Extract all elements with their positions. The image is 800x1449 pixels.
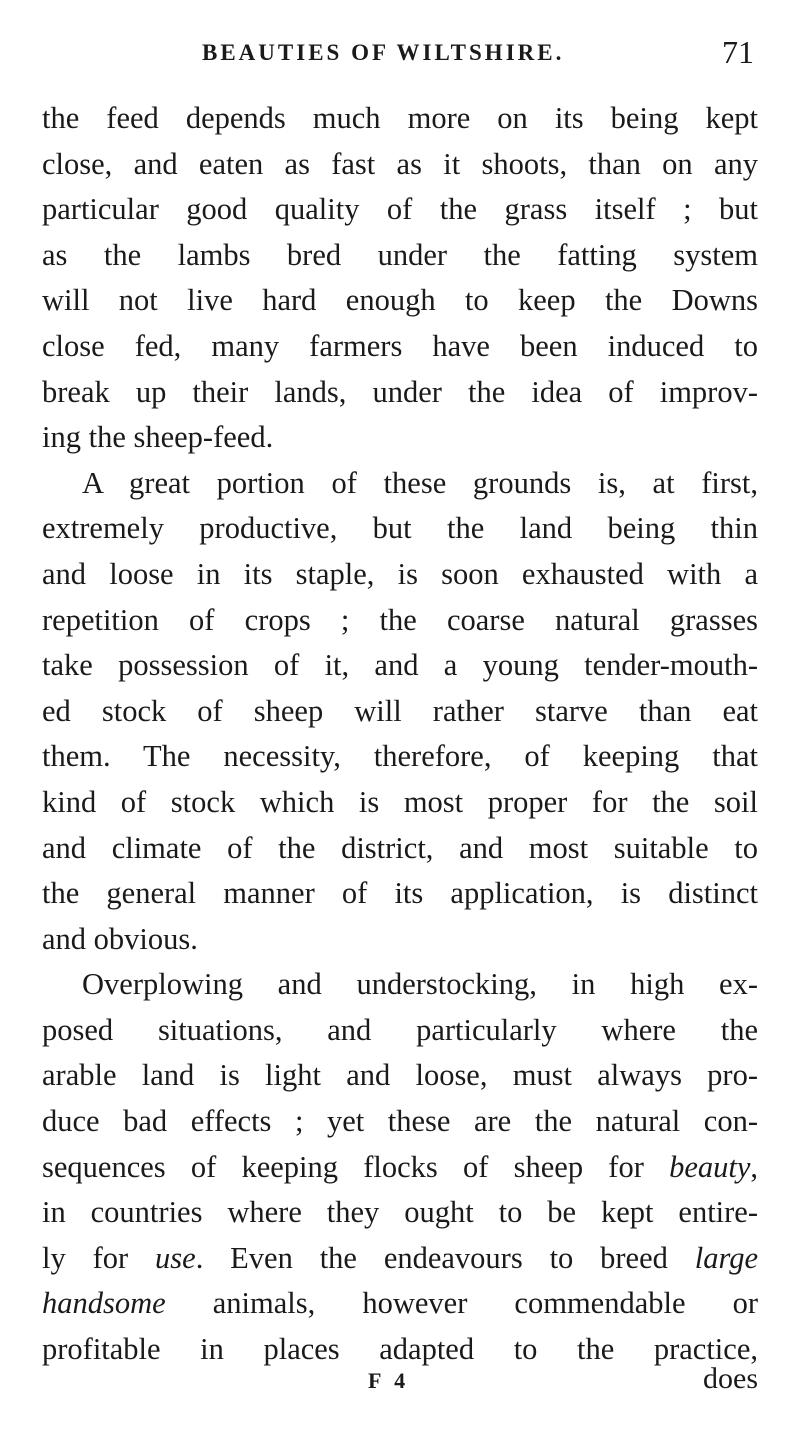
text-line: handsome animals, however commendable or	[42, 1286, 758, 1321]
text-line: particular good quality of the grass itself ; but	[42, 192, 758, 227]
page-footer	[42, 1362, 758, 1402]
text-line: close, and eaten as fast as it shoots, than on any	[42, 146, 758, 181]
text-line: extremely productive, but the land being thin	[42, 511, 758, 546]
text-line: close fed, many farmers have been induced to	[42, 328, 758, 363]
running-head	[42, 34, 758, 74]
signature-mark: F 4	[368, 1368, 410, 1393]
page-number: 71	[722, 34, 754, 70]
text-line: and loose in its staple, is soon exhausted with a	[42, 556, 758, 591]
text-line: break up their lands, under the idea of improv-	[42, 374, 758, 409]
text-line: posed situations, and particularly where the	[42, 1012, 758, 1047]
text-line: ing the sheep-feed.	[42, 420, 274, 455]
running-title: BEAUTIES OF WILTSHIRE.	[202, 40, 565, 65]
text-line: A great portion of these grounds is, at first,	[82, 465, 758, 500]
text-line: sequences of keeping flocks of sheep for beauty,	[42, 1149, 758, 1184]
catchword: does	[703, 1362, 758, 1395]
text-line: as the lambs bred under the fatting system	[42, 237, 758, 272]
text-line: ed stock of sheep will rather starve than eat	[42, 693, 758, 728]
text-line: Overplowing and understocking, in high ex-	[82, 967, 758, 1002]
text-line: the feed depends much more on its being kept	[42, 101, 758, 135]
body-text	[42, 96, 758, 1373]
text-line: repetition of crops ; the coarse natural grasses	[42, 602, 758, 637]
text-line: take possession of it, and a young tender-mouth-	[42, 648, 758, 683]
text-line: them. The necessity, therefore, of keeping that	[42, 739, 758, 774]
text-line: the general manner of its application, is distinct	[42, 876, 758, 911]
text-line: will not live hard enough to keep the Downs	[42, 283, 758, 318]
text-line: ly for use. Even the endeavours to breed large	[42, 1240, 758, 1275]
text-line: kind of stock which is most proper for the soil	[42, 784, 758, 819]
text-line: in countries where they ought to be kept entire-	[42, 1195, 758, 1230]
text-line: profitable in places adapted to the practice,	[42, 1332, 758, 1367]
book-page	[42, 0, 758, 1449]
text-line: arable land is light and loose, must always pro-	[42, 1058, 758, 1093]
text-line: and climate of the district, and most suitable to	[42, 830, 758, 865]
text-line: and obvious.	[42, 921, 198, 956]
text-line: duce bad effects ; yet these are the natural con-	[42, 1104, 758, 1139]
